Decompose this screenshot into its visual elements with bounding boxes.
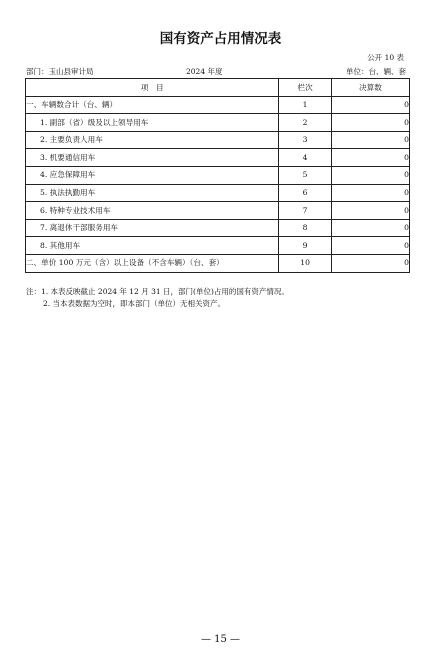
note-line: 2. 当本表数据为空时，即本部门（单位）无相关资产。 (43, 299, 226, 308)
row-lanci: 7 (279, 202, 331, 220)
table-header-row (26, 79, 410, 97)
row-item: 8. 其他用车 (26, 237, 279, 255)
row-item: 4. 应急保障用车 (26, 166, 279, 184)
header-lanci: 栏次 (279, 79, 331, 97)
table-row (26, 114, 410, 132)
row-item: 7. 离退休干部服务用车 (26, 219, 279, 237)
row-item: 6. 特种专业技术用车 (26, 202, 279, 220)
table-row (26, 166, 410, 184)
note-line: 注：1. 本表反映截止 2024 年 12 月 31 日，部门(单位)占用的国有资产情况。 (26, 287, 289, 296)
row-item: 二、单价 100 万元（含）以上设备（不含车辆）（台、套） (26, 254, 279, 272)
row-value: 0 (331, 96, 409, 114)
fiscal-year: 2024 年度 (186, 67, 223, 76)
table-row (26, 219, 410, 237)
row-value: 0 (331, 149, 409, 167)
row-value: 0 (331, 114, 409, 132)
row-lanci: 8 (279, 219, 331, 237)
table-row (26, 149, 410, 167)
row-value: 0 (331, 219, 409, 237)
row-item: 1. 副部（省）级及以上领导用车 (26, 114, 279, 132)
row-value: 0 (331, 254, 409, 272)
row-item: 5. 执法执勤用车 (26, 184, 279, 202)
table-row (26, 131, 410, 149)
row-item: 一、车辆数合计（台、辆） (26, 96, 279, 114)
unit-label: 单位：台、辆、套 (346, 67, 406, 76)
table-row (26, 184, 410, 202)
row-value: 0 (331, 202, 409, 220)
table-row (26, 96, 410, 114)
row-value: 0 (331, 184, 409, 202)
header-value: 决算数 (331, 79, 409, 97)
row-lanci: 10 (279, 254, 331, 272)
row-value: 0 (331, 166, 409, 184)
row-lanci: 9 (279, 237, 331, 255)
table-row (26, 237, 410, 255)
page-title: 国有资产占用情况表 (159, 31, 282, 47)
table-number: 公开 10 表 (367, 53, 404, 62)
table-row (26, 202, 410, 220)
row-item: 2. 主要负责人用车 (26, 131, 279, 149)
row-lanci: 3 (279, 131, 331, 149)
row-lanci: 6 (279, 184, 331, 202)
asset-table (25, 78, 410, 273)
header-item: 项 目 (26, 79, 279, 97)
row-value: 0 (331, 131, 409, 149)
table-notes (26, 286, 289, 310)
row-lanci: 4 (279, 149, 331, 167)
department-label: 部门：玉山县审计局 (26, 67, 94, 76)
page-number: — 15 — (200, 634, 241, 645)
table-row (26, 254, 410, 272)
row-value: 0 (331, 237, 409, 255)
row-lanci: 2 (279, 114, 331, 132)
table-meta (26, 66, 406, 77)
row-item: 3. 机要通信用车 (26, 149, 279, 167)
row-lanci: 1 (279, 96, 331, 114)
row-lanci: 5 (279, 166, 331, 184)
